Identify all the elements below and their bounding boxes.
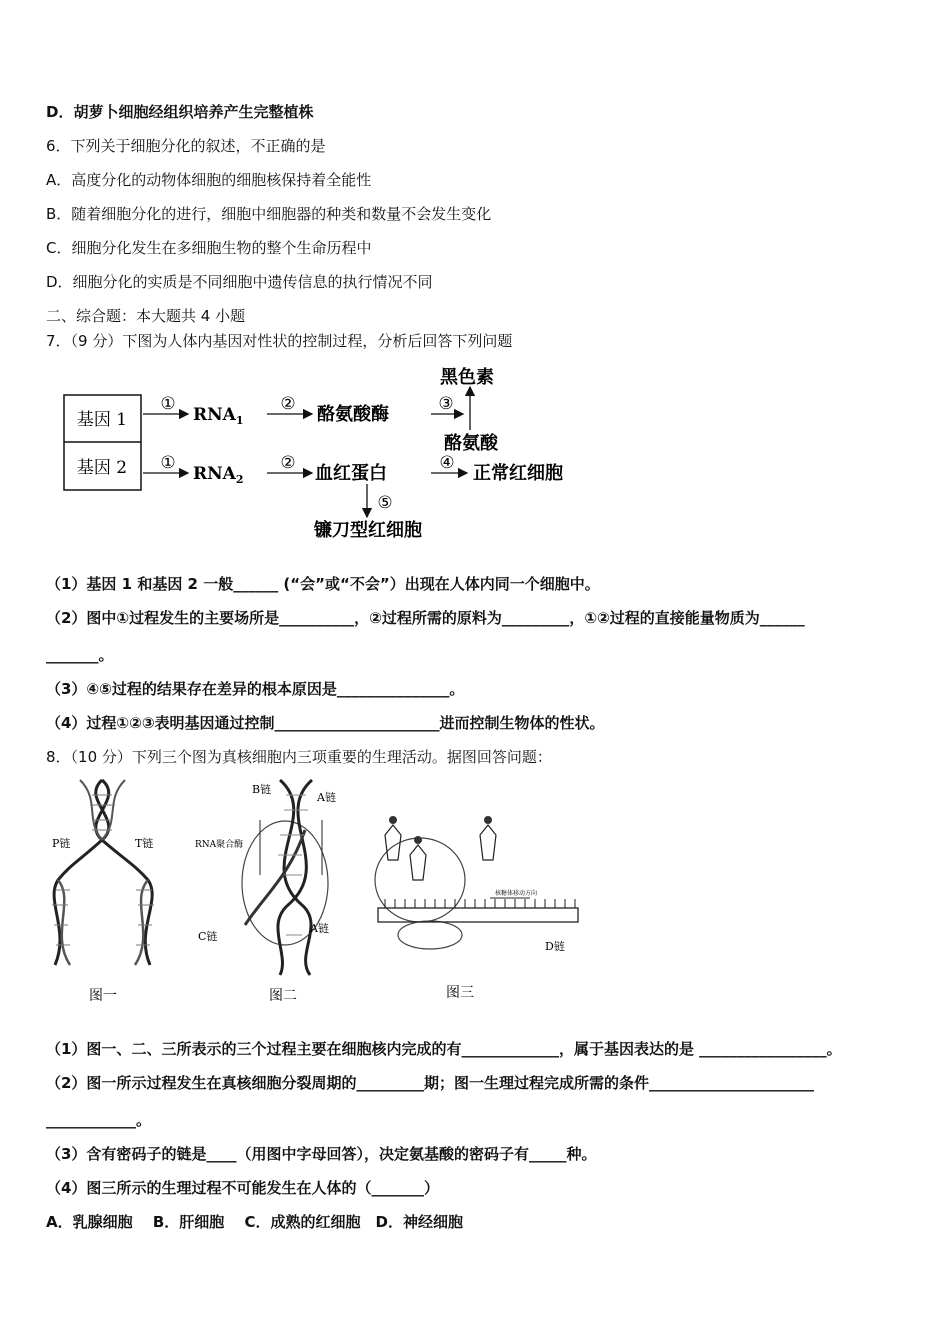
figure1-caption: 图一 — [89, 988, 117, 1004]
step2-row2: ② — [280, 453, 296, 473]
a-chain-top-label: A链 — [317, 791, 336, 804]
q7-part3: （3）④⑤过程的结果存在差异的根本原因是_______________。 — [46, 680, 465, 698]
p-chain-label: P链 — [52, 837, 71, 850]
q8-part2-cont: ____________。 — [46, 1111, 152, 1129]
dna-replication-figure — [52, 780, 154, 1004]
rna2-label: $RNA_2$ — [193, 464, 244, 486]
d-chain-label: D链 — [545, 940, 565, 953]
step2-row1: ② — [280, 394, 296, 414]
b-chain-label: B链 — [252, 783, 272, 796]
rna-polymerase-label: RNA聚合酶 — [195, 840, 244, 850]
a-chain-bottom-label: A链 — [310, 922, 329, 935]
gene2-label: 基因 2 — [76, 458, 128, 478]
t-chain-label: T链 — [135, 837, 154, 850]
q5-option-d: D．胡萝卜细胞经组织培养产生完整植株 — [46, 103, 314, 121]
q6-stem: 6．下列关于细胞分化的叙述，不正确的是 — [46, 137, 326, 155]
tyrosine-label: 酪氨酸 — [444, 433, 498, 454]
q6-option-a: A．高度分化的动物体细胞的细胞核保持着全能性 — [46, 171, 372, 189]
q6-option-d: D．细胞分化的实质是不同细胞中遗传信息的执行情况不同 — [46, 273, 433, 291]
q7-part1: （1）基因 1 和基因 2 一般______ (“会”或“不会”）出现在人体内同一个细胞中。 — [46, 575, 600, 593]
figure2-caption: 图二 — [269, 988, 297, 1004]
gene1-label: 基因 1 — [76, 410, 128, 430]
section-2-heading: 二、综合题：本大题共 4 小题 — [46, 307, 246, 325]
translation-figure — [375, 816, 578, 1001]
q8-part2: （2）图一所示过程发生在真核细胞分裂周期的_________期；图一生理过程完成所需的条件______________________ — [46, 1074, 814, 1092]
q7-part4: （4）过程①②③表明基因通过控制______________________进而控制生物体的性状。 — [46, 714, 605, 732]
c-chain-label: C链 — [198, 930, 218, 943]
q8-part1: （1）图一、二、三所表示的三个过程主要在细胞核内完成的有_____________，属于基因表达的是 _________________。 — [46, 1040, 842, 1058]
ribosome-direction-label: 核糖体移动方向 — [495, 890, 538, 897]
tyrosinase-label: 酪氨酸酶 — [317, 404, 389, 425]
step3: ③ — [438, 394, 454, 414]
q8-part4: （4）图三所示的生理过程不可能发生在人体的（_______） — [46, 1179, 439, 1197]
figure3-caption: 图三 — [446, 985, 474, 1001]
gene-activity-figures — [40, 775, 610, 1010]
q8-stem: 8．（10 分）下列三个图为真核细胞内三项重要的生理活动。据图回答问题： — [46, 748, 552, 766]
hemoglobin-label: 血红蛋白 — [315, 463, 387, 484]
step1-row1: ① — [160, 394, 176, 414]
q8-part3: （3）含有密码子的链是____（用图中字母回答），决定氨基酸的密码子有_____种。 — [46, 1145, 597, 1163]
normal-rbc-label: 正常红细胞 — [473, 463, 563, 484]
rna1-label: $RNA_1$ — [193, 405, 244, 427]
q6-option-c: C．细胞分化发生在多细胞生物的整个生命历程中 — [46, 239, 372, 257]
melanin-label: 黑色素 — [440, 367, 494, 388]
step5: ⑤ — [377, 493, 393, 513]
step1-row2: ① — [160, 453, 176, 473]
transcription-figure — [195, 780, 336, 1004]
sickle-cell-label: 镰刀型红细胞 — [314, 520, 422, 541]
step4: ④ — [439, 453, 455, 473]
q7-stem: 7．（9 分）下图为人体内基因对性状的控制过程，分析后回答下列问题 — [46, 332, 513, 350]
q7-part2: （2）图中①过程发生的主要场所是__________，②过程所需的原料为_________，①②过程的直接能量物质为______ — [46, 609, 805, 627]
q7-part2-cont: _______。 — [46, 646, 114, 664]
q8-options: A．乳腺细胞 B．肝细胞 C．成熟的红细胞 D．神经细胞 — [46, 1213, 463, 1231]
gene-control-diagram — [55, 362, 615, 547]
q6-option-b: B．随着细胞分化的进行，细胞中细胞器的种类和数量不会发生变化 — [46, 205, 492, 223]
